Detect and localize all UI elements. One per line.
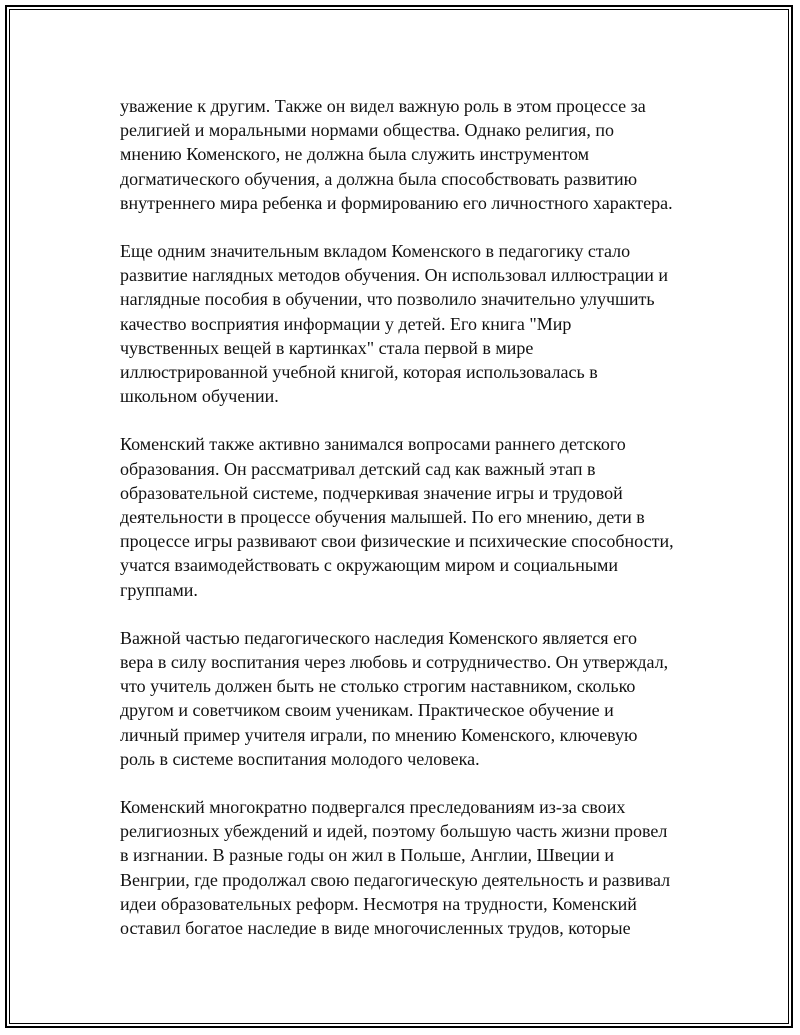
- paragraph-1: [120, 94, 710, 215]
- text-line: процессе игры развивают свои физические и психические способности,: [120, 531, 674, 552]
- text-line: личный пример учителя играли, по мнению Коменского, ключевую: [120, 724, 638, 745]
- text-line: религией и моральными нормами общества. Однако религия, по: [120, 120, 614, 141]
- text-line: религиозных убеждений и идей, поэтому большую часть жизни провел: [120, 821, 668, 842]
- text-line: внутреннего мира ребенка и формированию его личностного характера.: [120, 192, 673, 213]
- text-line: Еще одним значительным вкладом Коменского в педагогику стало: [120, 241, 631, 262]
- text-line: наглядные пособия в обучении, что позволило значительно улучшить: [120, 289, 655, 310]
- paragraph-3: [120, 432, 710, 601]
- text-line: Важной частью педагогического наследия Коменского является его: [120, 627, 637, 648]
- text-line: развитие наглядных методов обучения. Он использовал иллюстрации и: [120, 265, 669, 286]
- text-line: учатся взаимодействовать с окружающим миром и социальными: [120, 555, 618, 576]
- text-line: образования. Он рассматривал детский сад как важный этап в: [120, 458, 596, 479]
- text-line: Венгрии, где продолжал свою педагогическую деятельность и развивал: [120, 869, 671, 890]
- text-line: другом и советчиком своим ученикам. Практическое обучение и: [120, 700, 614, 721]
- text-line: уважение к другим. Также он видел важную роль в этом процессе за: [120, 96, 646, 116]
- text-line: иллюстрированной учебной книгой, которая использовалась в: [120, 362, 598, 383]
- document-body: [120, 94, 710, 964]
- paragraph-4: [120, 626, 710, 771]
- paragraph-5: [120, 795, 710, 940]
- text-line: качество восприятия информации у детей. Его книга "Мир: [120, 313, 572, 334]
- text-line: идеи образовательных реформ. Несмотря на трудности, Коменский: [120, 893, 637, 914]
- text-line: образовательной системе, подчеркивая значение игры и трудовой: [120, 482, 623, 503]
- text-line: в изгнании. В разные годы он жил в Польше, Англии, Швеции и: [120, 845, 615, 866]
- text-line: школьном обучении.: [120, 386, 279, 407]
- text-line: что учитель должен быть не столько строгим наставником, сколько: [120, 676, 636, 697]
- text-line: чувственных вещей в картинках" стала первой в мире: [120, 337, 534, 358]
- text-line: Коменский также активно занимался вопросами раннего детского: [120, 434, 626, 455]
- text-line: роль в системе воспитания молодого человека.: [120, 748, 480, 769]
- text-line: оставил богатое наследие в виде многочисленных трудов, которые: [120, 918, 631, 939]
- document-page: [5, 5, 793, 1028]
- text-line: догматического обучения, а должна была способствовать развитию: [120, 168, 638, 189]
- text-line: мнению Коменского, не должна была служить инструментом: [120, 144, 590, 165]
- paragraph-2: [120, 239, 710, 408]
- text-line: вера в силу воспитания через любовь и сотрудничество. Он утверждал,: [120, 652, 669, 673]
- text-line: деятельности в процессе обучения малышей. По его мнению, дети в: [120, 507, 645, 528]
- text-line: Коменский многократно подвергался преследованиям из-за своих: [120, 797, 626, 818]
- text-line: группами.: [120, 579, 198, 600]
